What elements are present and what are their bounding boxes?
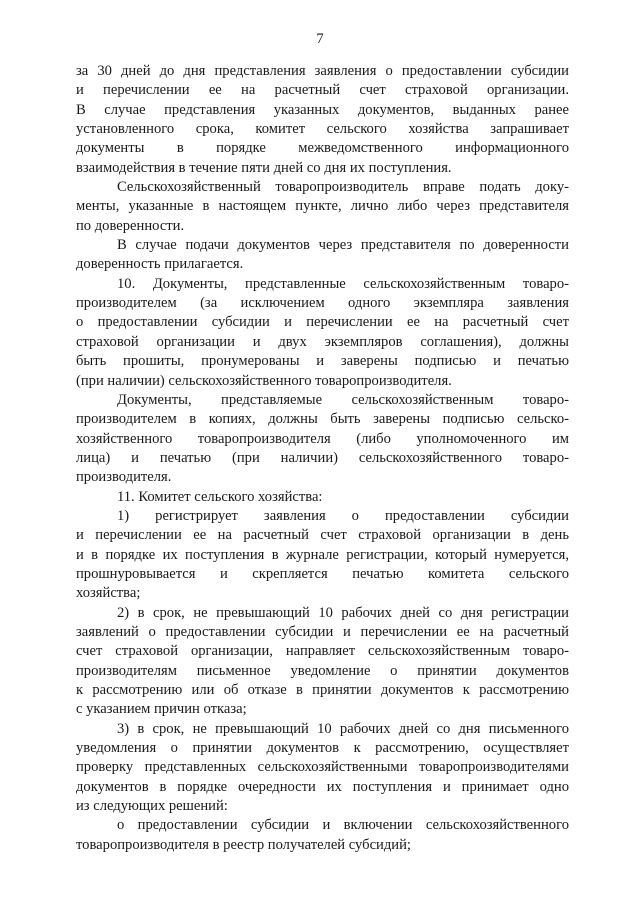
paragraph bbox=[76, 62, 569, 178]
text-line: В случае представления указанных документов, выданных ранее bbox=[76, 101, 569, 118]
text-line: производителя. bbox=[76, 469, 172, 486]
text-line: и перечислении ее на расчетный счет страховой организации в день bbox=[76, 527, 569, 544]
text-line: взаимодействия в течение пяти дней со дня их поступления. bbox=[76, 159, 452, 176]
text-line: товаропроизводителя в реестр получателей субсидий; bbox=[76, 836, 411, 853]
text-line: производителям письменное уведомление о принятии документов bbox=[76, 662, 569, 679]
text-line: с указанием причин отказа; bbox=[76, 701, 247, 718]
text-line: установленного срока, комитет сельского хозяйства запрашивает bbox=[76, 121, 569, 138]
text-line: за 30 дней до дня представления заявления о предоставлении субсидии bbox=[76, 63, 569, 79]
text-line: 11. Комитет сельского хозяйства: bbox=[117, 488, 323, 505]
text-line: проверку представленных сельскохозяйственными товаропроизводителями bbox=[76, 759, 569, 776]
text-line: 10. Документы, представленные сельскохозяйственным товаро- bbox=[117, 275, 569, 292]
text-line: хозяйства; bbox=[76, 585, 141, 602]
paragraph bbox=[76, 236, 569, 275]
text-line: о предоставлении субсидии и включении сельскохозяйственного bbox=[117, 817, 569, 834]
text-line: и в порядке их поступления в журнале регистрации, который нумеруется, bbox=[76, 546, 569, 563]
text-line: документы в порядке межведомственного информационного bbox=[76, 140, 569, 157]
text-line: (при наличии) сельскохозяйственного товаропроизводителя. bbox=[76, 372, 452, 389]
text-line: уведомления о принятии документов к рассмотрению, осуществляет bbox=[76, 740, 569, 757]
text-line: производителем (за исключением одного экземпляра заявления bbox=[76, 295, 569, 312]
paragraph bbox=[76, 816, 569, 855]
text-line: о предоставлении субсидии и перечислении ее на расчетный счет bbox=[76, 314, 569, 331]
text-line: по доверенности. bbox=[76, 217, 185, 234]
text-line: счет страховой организации, направляет сельскохозяйственным товаро- bbox=[76, 643, 569, 660]
paragraph bbox=[76, 604, 569, 720]
paragraph bbox=[76, 391, 569, 488]
text-line: лица) и печатью (при наличии) сельскохозяйственного товаро- bbox=[76, 449, 569, 466]
text-line: к рассмотрению или об отказе в принятии документов к рассмотрению bbox=[76, 682, 569, 698]
paragraph bbox=[76, 720, 569, 817]
text-line: производителем в копиях, должны быть заверены подписью сельско- bbox=[76, 411, 569, 428]
paragraph bbox=[76, 275, 569, 391]
text-line: Сельскохозяйственный товаропроизводитель вправе подать доку- bbox=[117, 179, 569, 196]
text-line: В случае подачи документов через представителя по доверенности bbox=[117, 237, 569, 254]
text-line: документов в порядке очередности их поступления и принимает одно bbox=[76, 778, 569, 795]
paragraph bbox=[76, 178, 569, 236]
paragraph bbox=[76, 507, 569, 604]
document-body bbox=[76, 62, 569, 855]
text-line: из следующих решений: bbox=[76, 798, 228, 815]
text-line: заявлений о предоставлении субсидии и перечислении ее на расчетный bbox=[76, 623, 569, 640]
text-line: менты, указанные в настоящем пункте, лично либо через представителя bbox=[76, 198, 569, 215]
page-number: 7 bbox=[316, 31, 324, 47]
text-line: хозяйственного товаропроизводителя (либо уполномоченного им bbox=[76, 430, 569, 447]
text-line: 2) в срок, не превышающий 10 рабочих дней со дня регистрации bbox=[117, 604, 569, 621]
text-line: прошнуровывается и скрепляется печатью комитета сельского bbox=[76, 565, 569, 582]
text-line: 1) регистрирует заявления о предоставлении субсидии bbox=[117, 507, 569, 524]
text-line: Документы, представляемые сельскохозяйственным товаро- bbox=[117, 391, 569, 408]
text-line: быть прошиты, пронумерованы и заверены подписью и печатью bbox=[76, 353, 569, 370]
paragraph bbox=[76, 488, 569, 507]
text-line: 3) в срок, не превышающий 10 рабочих дней со дня письменного bbox=[117, 720, 569, 737]
text-line: страховой организации и двух экземпляров соглашения), должны bbox=[76, 333, 569, 350]
text-line: доверенность прилагается. bbox=[76, 256, 244, 273]
text-line: и перечислении ее на расчетный счет страховой организации. bbox=[76, 82, 569, 99]
